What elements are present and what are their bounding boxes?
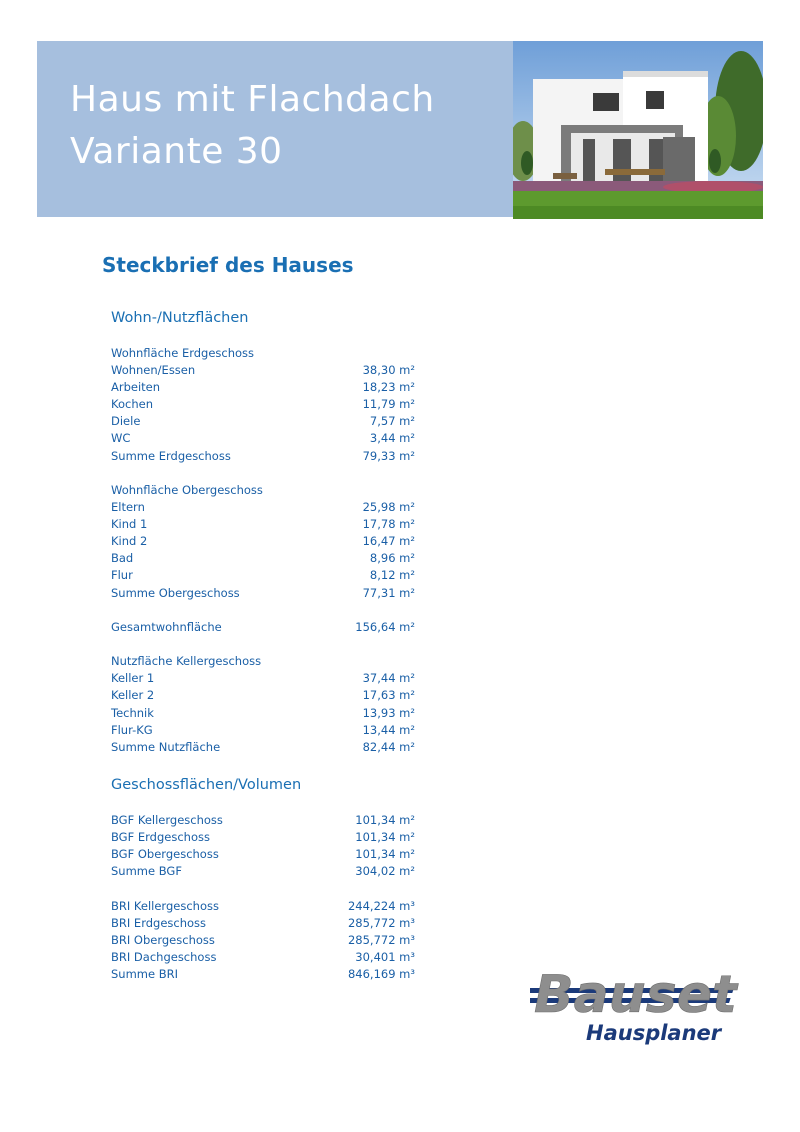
table-row bbox=[111, 397, 415, 414]
row-label: Kind 1 bbox=[111, 517, 148, 531]
row-label: Arbeiten bbox=[111, 380, 161, 394]
table-row bbox=[111, 740, 415, 757]
row-label: Nutzfläche Kellergeschoss bbox=[111, 654, 262, 668]
table-row bbox=[111, 950, 415, 967]
house-photo bbox=[513, 41, 763, 219]
row-value: 101,34 m² bbox=[355, 847, 415, 861]
table-row bbox=[111, 483, 415, 500]
row-label: Keller 1 bbox=[111, 671, 155, 685]
row-label: Wohnfläche Erdgeschoss bbox=[111, 346, 255, 360]
logo-graphic bbox=[530, 960, 755, 1055]
row-label: BGF Erdgeschoss bbox=[111, 830, 210, 844]
table-row bbox=[111, 346, 415, 363]
table-row bbox=[111, 431, 415, 448]
row-value: 16,47 m² bbox=[362, 534, 415, 548]
row-label: BGF Obergeschoss bbox=[111, 847, 219, 861]
row-label: BRI Kellergeschoss bbox=[111, 899, 219, 913]
table-row bbox=[111, 449, 415, 466]
row-value: 13,93 m² bbox=[362, 706, 415, 720]
logo-brand-text: Bauset bbox=[534, 965, 737, 1025]
row-label: Summe Erdgeschoss bbox=[111, 449, 231, 463]
table-row bbox=[111, 706, 415, 723]
row-value: 304,02 m² bbox=[355, 864, 415, 878]
table-row bbox=[111, 551, 415, 568]
row-value: 77,31 m² bbox=[362, 586, 415, 600]
row-value: 156,64 m² bbox=[355, 620, 415, 634]
row-label: Diele bbox=[111, 414, 141, 428]
table-row bbox=[111, 933, 415, 950]
table-row bbox=[111, 534, 415, 551]
row-label: BGF Kellergeschoss bbox=[111, 813, 223, 827]
logo-sub-text: Hausplaner bbox=[586, 1021, 722, 1045]
table-row bbox=[111, 830, 415, 847]
table-row bbox=[111, 813, 415, 830]
table-row bbox=[111, 500, 415, 517]
row-value: 18,23 m² bbox=[362, 380, 415, 394]
title-line-2: Variante 30 bbox=[70, 131, 283, 172]
row-label: Wohnfläche Obergeschoss bbox=[111, 483, 263, 497]
row-label: Eltern bbox=[111, 500, 145, 514]
section-heading-geschoss: Geschossflächen/Volumen bbox=[111, 777, 302, 793]
row-label: Gesamtwohnfläche bbox=[111, 620, 222, 634]
section-heading-wohn-nutz: Wohn-/Nutzflächen bbox=[111, 310, 249, 326]
table-row bbox=[111, 899, 415, 916]
row-value: 101,34 m² bbox=[355, 830, 415, 844]
row-value: 7,57 m² bbox=[369, 414, 415, 428]
table-row bbox=[111, 864, 415, 881]
table-row bbox=[111, 620, 415, 637]
row-label: BRI Dachgeschoss bbox=[111, 950, 217, 964]
row-label: Flur-KG bbox=[111, 723, 153, 737]
row-value: 101,34 m² bbox=[355, 813, 415, 827]
row-label: Flur bbox=[111, 568, 133, 582]
row-label: Kind 2 bbox=[111, 534, 148, 548]
row-value: 79,33 m² bbox=[362, 449, 415, 463]
table-row bbox=[111, 916, 415, 933]
row-label: BRI Erdgeschoss bbox=[111, 916, 207, 930]
row-label: Technik bbox=[111, 706, 154, 720]
house-illustration bbox=[513, 41, 763, 219]
row-value: 244,224 m³ bbox=[347, 899, 415, 913]
bauset-logo bbox=[530, 960, 755, 1055]
title-line-1: Haus mit Flachdach bbox=[70, 79, 435, 120]
row-label: Summe Obergeschoss bbox=[111, 586, 240, 600]
row-label: Summe BRI bbox=[111, 967, 178, 981]
row-value: 846,169 m³ bbox=[347, 967, 415, 981]
row-value: 25,98 m² bbox=[362, 500, 415, 514]
row-value: 17,63 m² bbox=[362, 688, 415, 702]
table-row bbox=[111, 586, 415, 603]
table-row bbox=[111, 847, 415, 864]
row-value: 11,79 m² bbox=[362, 397, 415, 411]
title-banner bbox=[37, 41, 513, 217]
table-row bbox=[111, 688, 415, 705]
row-value: 37,44 m² bbox=[362, 671, 415, 685]
row-label: Summe Nutzfläche bbox=[111, 740, 221, 754]
table-row bbox=[111, 414, 415, 431]
row-label: WC bbox=[111, 431, 131, 445]
table-row bbox=[111, 671, 415, 688]
row-label: Keller 2 bbox=[111, 688, 155, 702]
row-label: Wohnen/Essen bbox=[111, 363, 196, 377]
row-value: 13,44 m² bbox=[362, 723, 415, 737]
table-row bbox=[111, 654, 415, 671]
row-label: BRI Obergeschoss bbox=[111, 933, 215, 947]
table-row bbox=[111, 568, 415, 585]
table-row bbox=[111, 967, 415, 984]
page-heading: Steckbrief des Hauses bbox=[102, 253, 354, 277]
table-row bbox=[111, 517, 415, 534]
row-value: 17,78 m² bbox=[362, 517, 415, 531]
row-value: 285,772 m³ bbox=[347, 916, 415, 930]
row-value: 8,12 m² bbox=[369, 568, 415, 582]
row-value: 8,96 m² bbox=[369, 551, 415, 565]
table-row bbox=[111, 723, 415, 740]
row-label: Summe BGF bbox=[111, 864, 182, 878]
row-value: 3,44 m² bbox=[369, 431, 415, 445]
row-label: Bad bbox=[111, 551, 134, 565]
row-value: 285,772 m³ bbox=[347, 933, 415, 947]
row-value: 38,30 m² bbox=[362, 363, 415, 377]
table-row bbox=[111, 380, 415, 397]
row-value: 82,44 m² bbox=[362, 740, 415, 754]
row-value: 30,401 m³ bbox=[355, 950, 415, 964]
row-label: Kochen bbox=[111, 397, 153, 411]
table-row bbox=[111, 363, 415, 380]
